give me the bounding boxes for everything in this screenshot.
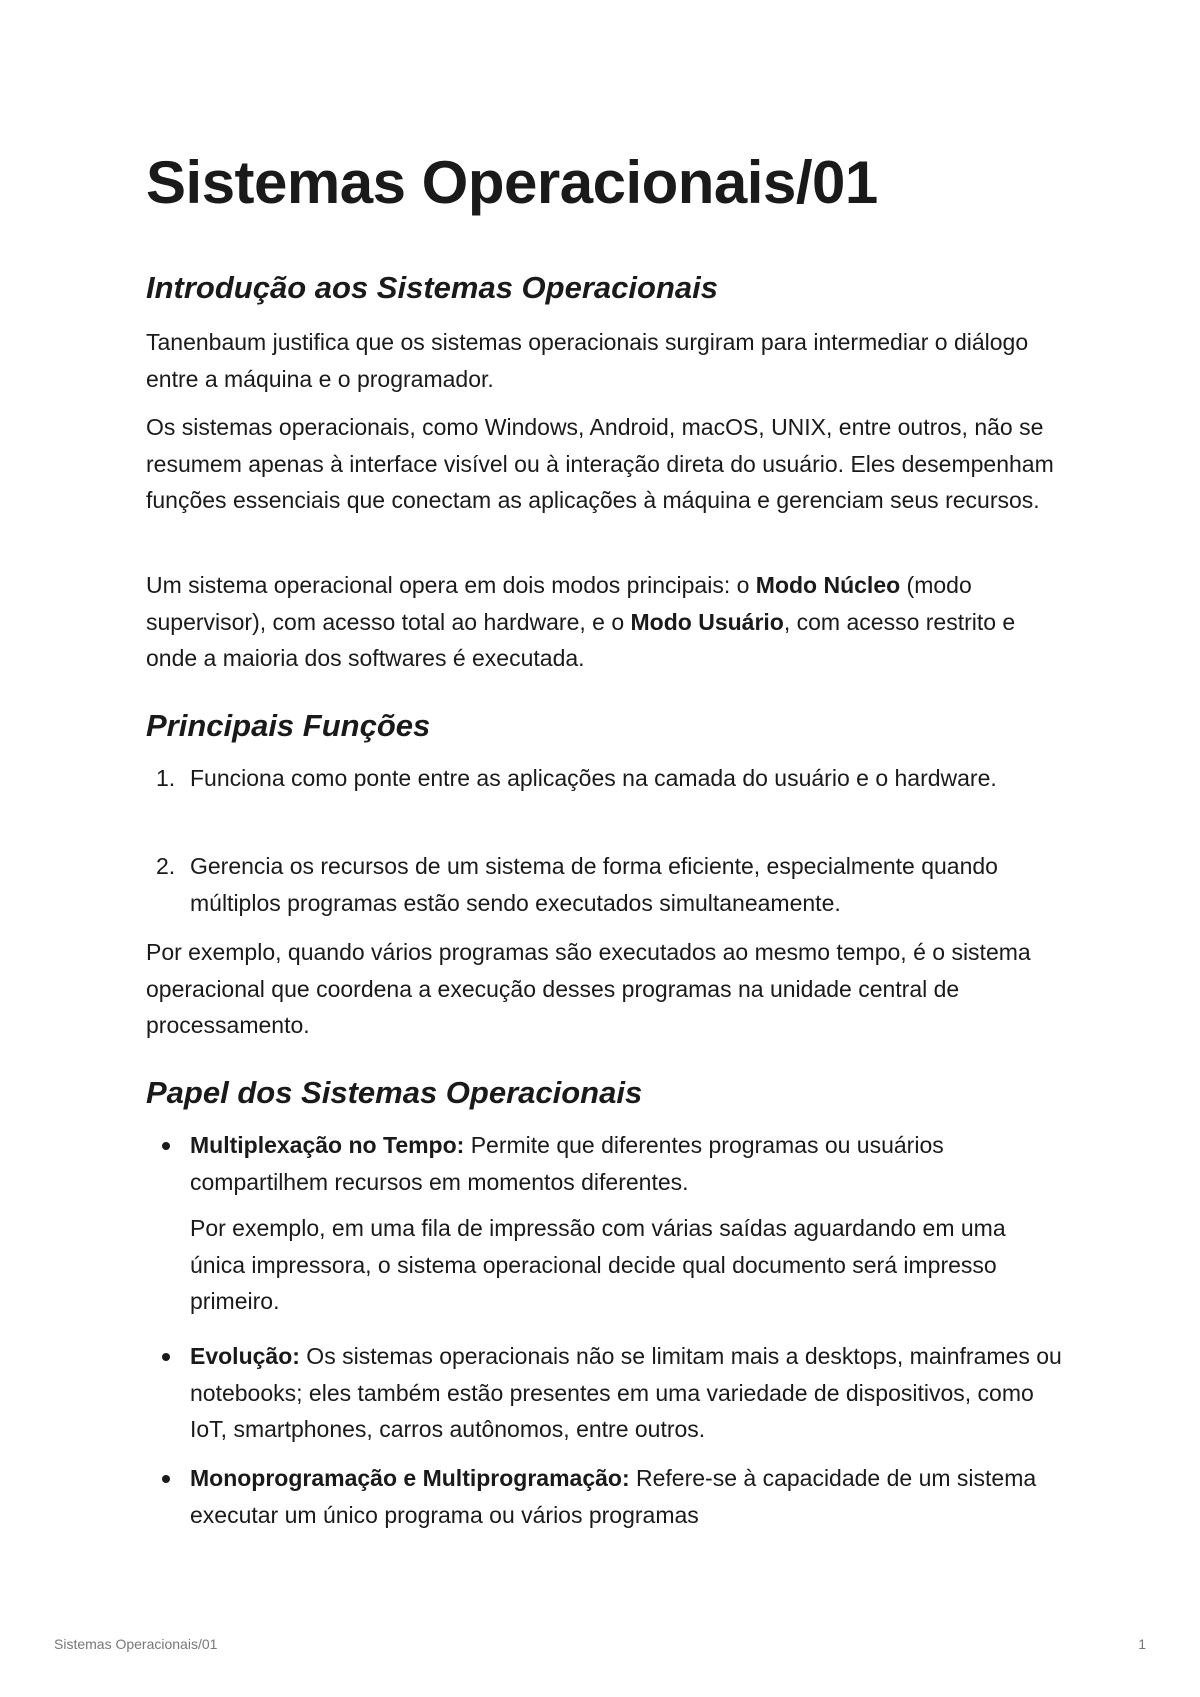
list-item-text: [190, 1127, 1066, 1200]
bullet-dot-icon: [162, 1475, 170, 1483]
list-item-text: [190, 1460, 1066, 1533]
bullet-label: Evolução:: [190, 1343, 300, 1369]
paragraph-intro-3: [146, 567, 1066, 677]
text-run: Refere-se à capacidade de um sistema executar um único programa ou vários programas: [190, 1465, 1037, 1528]
list-item-text: Gerencia os recursos de um sistema de forma eficiente, especialmente quando múltiplos programas estão sendo executados simultaneamente.: [190, 853, 998, 916]
bullet-label: Monoprogramação e Multiprogramação:: [190, 1465, 630, 1491]
bold-term-modo-nucleo: Modo Núcleo: [755, 572, 901, 598]
paragraph-intro-2: [146, 409, 1066, 519]
footer-page-number: 1: [1138, 1636, 1146, 1652]
list-item-text: Funciona como ponte entre as aplicações na camada do usuário e o hardware.: [190, 765, 997, 791]
text-run: Um sistema operacional opera em dois modos principais: o: [146, 572, 756, 598]
text-run: Os sistemas operacionais não se limitam mais a desktops, mainframes ou notebooks; eles também estão presentes em uma variedade de dispositivos, como IoT, smartphones, carros autônomos, entre outros.: [190, 1343, 1062, 1442]
paragraph-functions-example: [146, 934, 1066, 1044]
footer-document-name: Sistemas Operacionais/01: [54, 1636, 218, 1652]
list-item-extra-text: Por exemplo, em uma fila de impressão com várias saídas aguardando em uma única impressora, o sistema operacional decide qual documento será impresso primeiro.: [190, 1215, 1006, 1314]
bullet-label: Multiplexação no Tempo:: [190, 1132, 465, 1158]
paragraph-text: [146, 567, 1066, 677]
section-heading-role: Papel dos Sistemas Operacionais: [146, 1075, 643, 1110]
section-heading-intro: Introdução aos Sistemas Operacionais: [146, 270, 718, 305]
paragraph-text: Os sistemas operacionais, como Windows, Android, macOS, UNIX, entre outros, não se resumem apenas à interface visível ou à interação direta do usuário. Eles desempenham funções essenciais que conectam as aplicações à máquina e gerenciam seus recursos.: [146, 414, 1054, 513]
page-title: Sistemas Operacionais/01: [146, 149, 878, 216]
section-heading-functions: Principais Funções: [146, 708, 431, 743]
bullet-dot-icon: [162, 1142, 170, 1150]
paragraph-text: Por exemplo, quando vários programas são executados ao mesmo tempo, é o sistema operacional que coordena a execução desses programas na unidade central de processamento.: [146, 939, 1031, 1038]
bold-term-modo-usuario: Modo Usuário: [630, 608, 784, 635]
text-run: , com acesso restrito e onde a maioria dos softwares é executada.: [146, 608, 1016, 671]
list-number: 1.: [156, 765, 176, 791]
text-run: (modo supervisor), com acesso total ao hardware, e o: [146, 572, 972, 635]
list-number: 2.: [156, 853, 176, 879]
text-run: Permite que diferentes programas ou usuários compartilhem recursos em momentos diferentes.: [190, 1132, 944, 1195]
bullet-dot-icon: [162, 1353, 170, 1361]
list-item-text: [190, 1338, 1066, 1448]
paragraph-text: Tanenbaum justifica que os sistemas operacionais surgiram para intermediar o diálogo entre a máquina e o programador.: [146, 329, 1029, 392]
paragraph-intro-1: [146, 324, 1066, 397]
